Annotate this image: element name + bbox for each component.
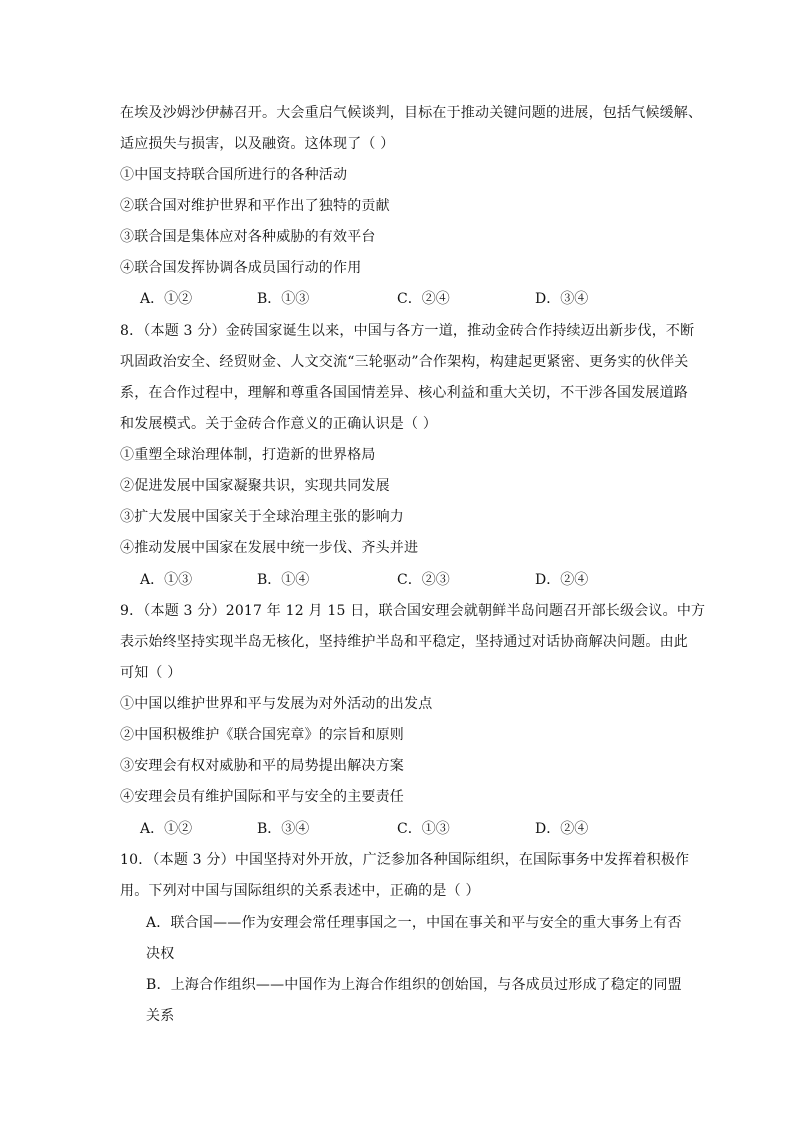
q9-option-c[interactable]: C．①③	[397, 821, 450, 837]
q9-stem-line-1: 9．（本题 3 分）2017 年 12 月 15 日，联合国安理会就朝鲜半岛问题召开部长级会议。中方	[120, 603, 706, 619]
q7-option-c[interactable]: C．②④	[397, 291, 450, 307]
q8-statement-2: ②促进发展中国家凝聚共识，实现共同发展	[120, 478, 390, 494]
q7-stem-line-2: 适应损失与损害，以及融资。这体现了（ ）	[120, 136, 395, 152]
q9-statement-4: ④安理会员有维护国际和平与安全的主要责任	[120, 789, 404, 805]
q10-option-b-line-1[interactable]: B．上海合作组织——中国作为上海合作组织的创始国，与各成员过形成了稳定的同盟	[146, 977, 682, 993]
q7-option-b[interactable]: B．①③	[257, 291, 310, 307]
q8-stem-line-1: 8．（本题 3 分）金砖国家诞生以来，中国与各方一道，推动金砖合作持续迈出新步伐，不断	[120, 323, 695, 339]
q7-stem-line-1: 在埃及沙姆沙伊赫召开。大会重启气候谈判，目标在于推动关键问题的进展，包括气候缓解、	[120, 105, 703, 121]
q8-option-a[interactable]: A．①③	[140, 572, 193, 588]
q10-option-b-line-2: 关系	[146, 1008, 175, 1024]
q8-stem-line-2: 巩固政治安全、经贸财金、人文交流“三轮驱动”合作架构，构建起更紧密、更务实的伙伴关	[120, 354, 689, 370]
q9-stem-line-2: 表示始终坚持实现半岛无核化，坚持维护半岛和平稳定，坚持通过对话协商解决问题。由此	[120, 634, 688, 650]
q8-statement-1: ①重塑全球治理体制，打造新的世界格局	[120, 447, 376, 463]
q10-stem-line-1: 10．（本题 3 分）中国坚持对外开放，广泛参加各种国际组织，在国际事务中发挥着积极作	[120, 852, 690, 868]
q7-options	[140, 289, 700, 311]
q8-option-c[interactable]: C．②③	[397, 572, 450, 588]
q8-stem-line-3: 系，在合作过程中，理解和尊重各国国情差异、核心利益和重大关切，不干涉各国发展道路	[120, 385, 688, 401]
q10-option-a-line-2: 决权	[146, 946, 175, 962]
q7-option-d[interactable]: D．③④	[535, 291, 589, 307]
q7-statement-3: ③联合国是集体应对各种威胁的有效平台	[120, 229, 376, 245]
q9-statement-2: ②中国积极维护《联合国宪章》的宗旨和原则	[120, 727, 404, 743]
q9-option-a[interactable]: A．①②	[140, 821, 193, 837]
q8-statement-3: ③扩大发展中国家关于全球治理主张的影响力	[120, 509, 404, 525]
q10-option-a-line-1[interactable]: A．联合国——作为安理会常任理事国之一，中国在事关和平与安全的重大事务上有否	[146, 915, 682, 931]
q8-option-d[interactable]: D．②④	[535, 572, 589, 588]
q9-option-d[interactable]: D．②④	[535, 821, 589, 837]
q8-statement-4: ④推动发展中国家在发展中统一步伐、齐头并进	[120, 540, 419, 556]
q8-stem-line-4: 和发展模式。关于金砖合作意义的正确认识是（ ）	[120, 416, 438, 432]
q7-statement-2: ②联合国对维护世界和平作出了独特的贡献	[120, 198, 390, 214]
q9-statement-3: ③安理会有权对威胁和平的局势提出解决方案	[120, 758, 404, 774]
q8-options	[140, 570, 700, 592]
q7-statement-4: ④联合国发挥协调各成员国行动的作用	[120, 260, 362, 276]
q9-option-b[interactable]: B．③④	[257, 821, 310, 837]
q7-statement-1: ①中国支持联合国所进行的各种活动	[120, 167, 348, 183]
q9-stem-line-3: 可知（ ）	[120, 665, 182, 681]
q9-statement-1: ①中国以维护世界和平与发展为对外活动的出发点	[120, 696, 433, 712]
q7-option-a[interactable]: A．①②	[140, 291, 193, 307]
q10-stem-line-2: 用。下列对中国与国际组织的关系表述中，正确的是（ ）	[120, 883, 480, 899]
q8-option-b[interactable]: B．①④	[257, 572, 310, 588]
q9-options	[140, 819, 700, 841]
